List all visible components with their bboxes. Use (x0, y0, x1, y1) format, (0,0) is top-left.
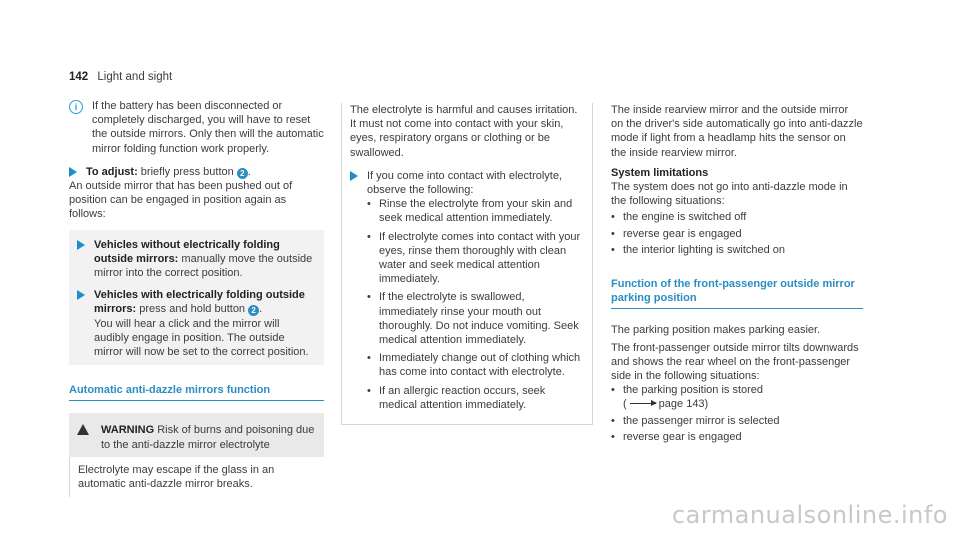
step-followup: An outside mirror that has been pushed out of position can be engaged in position again as follows: (69, 180, 293, 221)
button-number-badge: 2 (248, 305, 259, 316)
substep-text: press and hold button (139, 303, 246, 316)
list-item: • the passenger mirror is selected (611, 414, 863, 428)
button-number-badge: 2 (237, 168, 248, 179)
step-text: briefly press button (140, 165, 234, 178)
first-aid-list (367, 197, 584, 412)
page-header (69, 71, 172, 83)
limits-heading: System limitations (611, 166, 709, 179)
substep-with: Vehicles with electrically folding outside mirrors: press and hold button 2 . You will hear a click and the mirror will audibly engage in position. The outside mirror will now be set to the correct position. (77, 288, 316, 359)
page-reference-link[interactable]: ( page 143) (623, 398, 709, 411)
substep-label: Vehicles with electrically folding outside mirrors: (94, 289, 305, 316)
section-title: Function of the front-passenger outside mirror parking position (611, 277, 863, 309)
list-item: • the engine is switched off (611, 210, 863, 224)
adjust-step: To adjust: briefly press button 2 . (69, 165, 324, 179)
contact-step (350, 169, 584, 412)
electrolyte-intro: The electrolyte is harmful and causes irritation. It must not come into contact with your skin, eyes, respiratory organs or clothing or be swallowed. (350, 104, 578, 159)
limits-list (611, 210, 863, 257)
column-1 (69, 99, 324, 497)
step-arrow-icon (77, 240, 85, 250)
list-item: • If an allergic reaction occurs, seek medical attention immediately. (367, 384, 584, 412)
substep-label: Vehicles without electrically folding outside mirrors: (94, 238, 280, 265)
note-block (69, 99, 324, 156)
parking-p2: The front-passenger outside mirror tilts downwards and shows the rear wheel on the front-passenger side in the following situations: (611, 341, 859, 383)
warning-box (69, 413, 324, 497)
step-arrow-icon (350, 171, 358, 181)
substep-text: You will hear a click and the mirror will audibly engage in position. The outside mirror will now be set to the correct position. (94, 317, 309, 359)
list-item: • Immediately change out of clothing which has come into contact with electrolyte. (367, 351, 584, 379)
info-icon: i (69, 100, 83, 114)
limits-intro: The system does not go into anti-dazzle mode in the following situations: (611, 181, 848, 208)
section-title: Automatic anti-dazzle mirrors function (69, 383, 324, 401)
step-text: If you come into contact with electrolyte, observe the following: (367, 169, 563, 197)
list-item: • If electrolyte comes into contact with your eyes, rinse them thoroughly with clean water and seek medical attention immediately. (367, 230, 584, 287)
list-item: • reverse gear is engaged (611, 430, 863, 444)
column-2 (341, 103, 593, 425)
list-item: • If the electrolyte is swallowed, immediately rinse your mouth out thoroughly. Do not induce vomiting. Seek medical attention immediately. (367, 290, 584, 347)
substep-without (77, 238, 316, 281)
parking-list (611, 383, 863, 444)
step-label: To adjust: (86, 165, 138, 178)
page-number: 142 (69, 71, 89, 83)
warning-title: Risk of burns and poisoning due to the anti-dazzle mirror electrolyte (101, 424, 315, 451)
section-name: Light and sight (97, 71, 173, 83)
list-item: • the interior lighting is switched on (611, 243, 863, 257)
note-text: If the battery has been disconnected or completely discharged, you will have to reset the outside mirrors. Only then will the automatic mirror folding function work properly. (92, 100, 324, 155)
substep-text: manually move the outside mirror into the correct position. (94, 252, 313, 280)
anti-dazzle-intro: The inside rearview mirror and the outside mirror on the driver's side automatically go into anti-dazzle mode if light from a headlamp hits the sensor on the inside rearview mirror. (611, 104, 863, 159)
watermark: carmanualsonline.info (671, 501, 948, 529)
list-item: • reverse gear is engaged (611, 227, 863, 241)
step-arrow-icon (69, 167, 77, 177)
arrow-right-icon (630, 403, 656, 404)
warning-body: Electrolyte may escape if the glass in an automatic anti-dazzle mirror breaks. (69, 457, 324, 497)
column-3 (611, 103, 863, 444)
warning-icon (77, 424, 89, 435)
substeps-box (69, 230, 324, 366)
list-item: • the parking position is stored ( page 143) (611, 383, 863, 411)
warning-continued-box (341, 103, 593, 425)
list-item: • Rinse the electrolyte from your skin and seek medical attention immediately. (367, 197, 584, 225)
parking-p1: The parking position makes parking easier. (611, 324, 821, 337)
step-arrow-icon (77, 290, 85, 300)
warning-label: WARNING (101, 424, 155, 437)
warning-header (69, 413, 324, 456)
